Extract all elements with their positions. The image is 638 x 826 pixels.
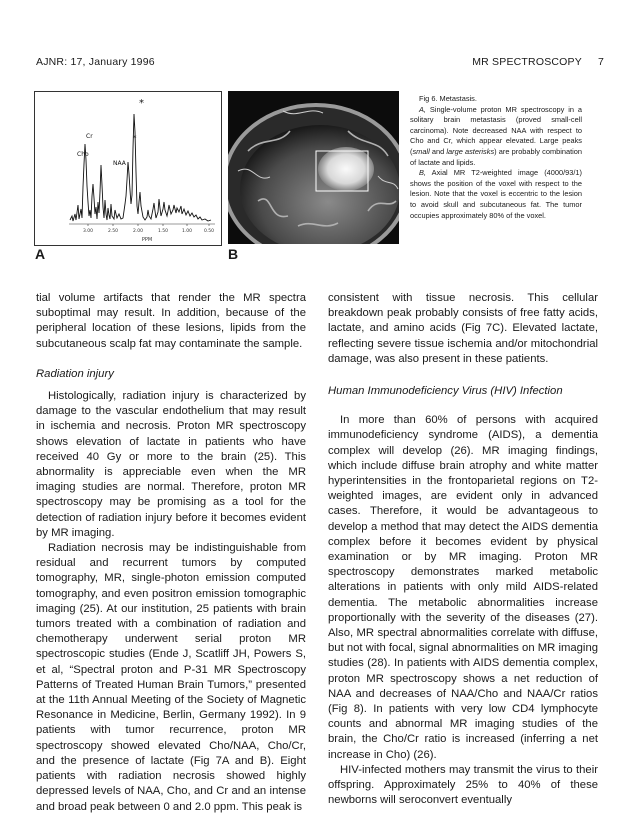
panel-b-label: B <box>228 246 239 262</box>
right-column <box>328 291 598 809</box>
tick-label: 1.50 <box>157 229 169 234</box>
spectrum-plot <box>35 92 221 245</box>
section-header <box>472 56 604 68</box>
section-title: MR SPECTROSCOPY <box>472 56 582 68</box>
left-column <box>36 291 306 815</box>
tick-label: 1.00 <box>181 229 193 234</box>
paragraph: tial volume artifacts that render the MR spectra suboptimal may result. In addition, because of the peripheral location of these lesions, lipids from the subcutaneous scalp fat may contaminate the sample. <box>36 292 306 350</box>
caption-a-small: small <box>412 146 430 156</box>
mr-image <box>228 91 399 244</box>
large-asterisk: * <box>139 98 144 109</box>
caption-a-and: and <box>429 146 447 156</box>
paragraph: In more than 60% of persons with acquired immunodeficiency syndrome (AIDS), a dementia complex will develop (26). MR imaging findings, which include diffuse brain atrophy and white matter hyperintensities in the frontoparietal regions on T2-weighted images, are evident only in advanced cases. Therefore, it would be advantageous to develop a method that may detect the AIDS dementia complex before it becomes evident by physical examination or by MR imaging. Proton MR spectroscopy demonstrates marked metabolic alterations in patients with only mild AIDS-related dementia. The metabolic abnormalities increase proportionally with the severity of the diseases (27). Also, MR spectral abnormalities correlate with diffuse, but not with focal, signal abnormalities on MR imaging studies (28). In patients with AIDS dementia complex, proton MR spectroscopy shows a net reduction of NAA and decreases of NAA/Cho and NAA/Cr ratios (Fig 8). In patients with very low CD4 lymphocyte counts and abnormal MR imaging studies of the brain, the Cho/Cr ratio is increased (inferring a net increase in Cho) (26). <box>328 414 599 761</box>
peak-label-cr: Cr <box>86 133 93 140</box>
paragraph: HIV-infected mothers may transmit the virus to their offspring. Approximately 25% to 40% of these newborns will seroconvert eventually <box>328 763 598 807</box>
tick-label: 2.00 <box>132 229 144 234</box>
spectrum-x-label: PPM <box>141 237 153 243</box>
panel-a-label: A <box>35 246 46 262</box>
paragraph: Histologically, radiation injury is characterized by damage to the vascular endothelium that may result in ischemia and necrosis. Proton MR spectroscopy shows elevation of lactate in patients who have received 40 Gy or more to the brain (25). This abnormality is appreciable even when the MR imaging studies are normal. Therefore, proton MR spectroscopy may be promising as a tool for the detection of radiation injury before it becomes evident by MR imaging. <box>36 390 306 539</box>
caption-a-label: A, <box>419 104 426 114</box>
caption-part-b <box>410 168 582 221</box>
caption-title-text: Fig 6. Metastasis. <box>419 94 477 103</box>
caption-a-tail: ) are probably combination of lactate and lipids. <box>410 146 582 167</box>
paragraph: consistent with tissue necrosis. This cellular breakdown peak probably consists of free fatty acids, lactate, and amino acids (Fig 7C). Elevated lactate, reflecting severe tissue ischemia and/or mitochondrial damage, was also present in these patients. <box>328 292 598 365</box>
tick-label: 0.50 <box>203 229 215 234</box>
section-heading-hiv: Human Immunodeficiency Virus (HIV) Infection <box>328 385 563 398</box>
tumor-lesion <box>318 147 374 191</box>
caption-a-text: Single-volume proton MR spectroscopy in a solitary brain metastasis (proved small-cell carcinoma). Note decreased NAA with respect to Cho and Cr, which appear elevated. Large peaks ( <box>410 104 582 156</box>
tick-label: 2.50 <box>107 229 119 234</box>
caption-part-a <box>410 105 582 169</box>
spectrum-trace <box>70 114 211 221</box>
page-number: 7 <box>597 56 604 68</box>
caption-b-text: Axial MR T2-weighted image (4000/93/1) shows the position of the voxel with respect to the lesion. Note that the voxel is eccentric to the lesion to avoid skull and subcutaneous fat. The tumor occupies approximately 80% of the voxel. <box>410 168 582 220</box>
caption-a-large: large asterisks <box>446 146 495 156</box>
spectrum-figure <box>34 91 222 246</box>
caption-b-label: B, <box>419 168 426 178</box>
caption-title <box>410 94 582 105</box>
journal-header: AJNR: 17, January 1996 <box>36 56 155 68</box>
figure-caption <box>410 94 582 221</box>
section-heading-radiation: Radiation injury <box>36 367 114 380</box>
tick-label: 3.00 <box>82 229 94 234</box>
peak-label-cho: Cho <box>77 151 89 158</box>
small-asterisk: * <box>133 134 137 142</box>
peak-label-naa: NAA <box>113 160 126 167</box>
paragraph: Radiation necrosis may be indistinguishable from residual and recurrent tumors by computed tomography, MR, single-photon emission computed tomography, and even positron emission tomographic imaging (25). At our institution, 25 patients with brain tumors treated with a combination of radiation and chemotherapy underwent serial proton MR spectroscopic studies (Ende J, Scatliff JH, Powers S, et al, “Spectral proton and P-31 MR Spectroscopy Patterns of Treated Human Brain Tumors,” presented at the 11th Annual Meeting of the Society of Magnetic Resonance in Medicine, Berlin, Germany 1992). In 9 patients with tumor recurrence, proton MR spectroscopy showed elevated Cho/NAA, Cho/Cr, and the presence of lactate (Fig 7A and B). Eight patients with radiation necrosis showed highly depressed levels of NAA, Cho, and Cr and an intense and broad peak between 0 and 2.0 ppm. This peak is <box>36 542 306 813</box>
mr-image-figure <box>228 91 399 244</box>
